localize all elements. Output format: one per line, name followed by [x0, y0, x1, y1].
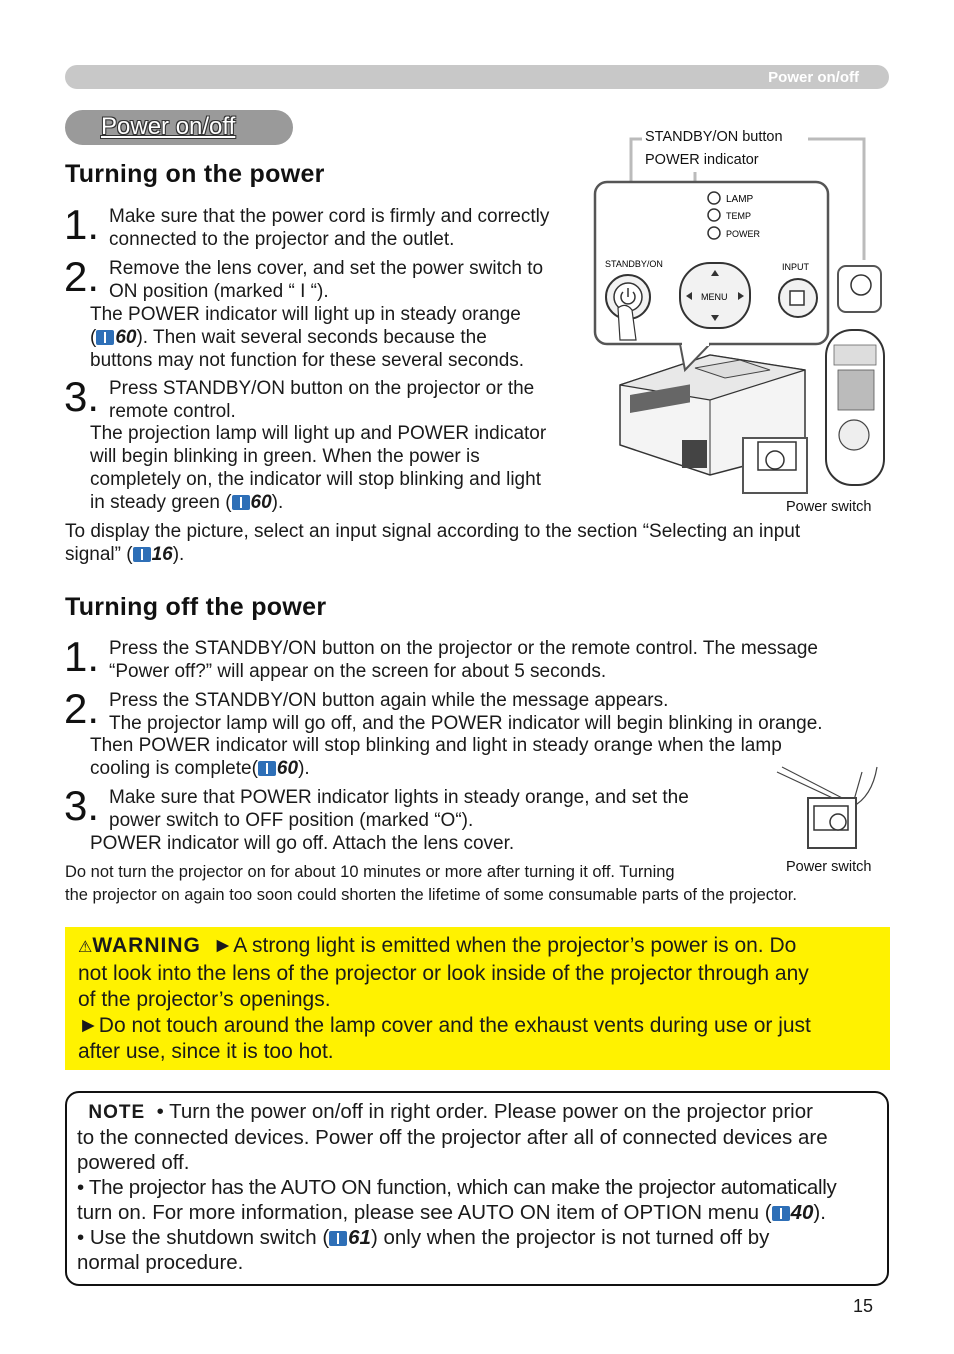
off-step3-line1: Make sure that POWER indicator lights in steady orange, and set the — [109, 787, 689, 808]
warning-line3: of the projector’s openings. — [78, 988, 331, 1011]
power-indicator-icon — [708, 227, 720, 239]
finger-icon — [830, 814, 846, 830]
on-step3-detail — [90, 422, 546, 514]
book-icon — [329, 1231, 347, 1246]
lamp-label: LAMP — [726, 194, 754, 205]
running-header-title: Power on/off — [768, 69, 859, 86]
note-line3: powered off. — [77, 1151, 190, 1174]
off-step2-number: 2. — [64, 685, 100, 732]
page-ref-link[interactable]: 16 — [151, 544, 173, 565]
note-line1: NOTE • Turn the power on/off in right order. Please power on the projector prior — [88, 1100, 813, 1123]
warning-line4: ►Do not touch around the lamp cover and the exhaust vents during use or just — [78, 1014, 811, 1037]
on-step2-detail — [90, 303, 524, 372]
on-step2-line4: ( 60). Then wait several seconds because the — [90, 327, 487, 348]
section-title: Power on/off — [101, 113, 236, 140]
book-icon — [232, 495, 250, 510]
para-line2: signal” ( 16). — [65, 544, 185, 565]
caution-line2: the projector on again too soon could shorten the lifetime of some consumable parts of the projector. — [65, 886, 797, 904]
page-ref-link[interactable]: 60 — [250, 492, 272, 513]
power-switch-label: Power switch — [786, 499, 872, 515]
book-icon — [96, 330, 114, 345]
on-step3-line6: in steady green ( 60). — [90, 492, 284, 513]
warning-line5: after use, since it is too hot. — [78, 1040, 334, 1063]
power-label: POWER — [726, 229, 761, 239]
warning-label: WARNING — [92, 934, 201, 957]
on-step2-line1: Remove the lens cover, and set the power switch to — [109, 258, 544, 279]
off-step3-detail: POWER indicator will go off. Attach the lens cover. — [90, 833, 515, 854]
page-ref-link[interactable]: 60 — [276, 758, 299, 779]
off-step2-line2: The projector lamp will go off, and the POWER indicator will begin blinking in orange. — [109, 713, 823, 734]
on-step3-text — [109, 377, 534, 423]
off-step3-text — [109, 786, 689, 832]
temp-indicator-icon — [708, 209, 720, 221]
note-line5: turn on. For more information, please see AUTO ON item of OPTION menu ( 40). — [77, 1201, 826, 1224]
turning-on-heading: Turning on the power — [65, 160, 325, 188]
warning-text — [78, 933, 878, 1065]
off-step2-line1: Press the STANDBY/ON button again while the message appears. — [109, 690, 669, 711]
on-step3-line3: The projection lamp will light up and POWER indicator — [90, 423, 547, 444]
standby-label: STANDBY/ON — [605, 259, 663, 269]
on-step1-number: 1. — [64, 201, 100, 248]
note-label: NOTE — [88, 1102, 146, 1123]
section-title-pill — [65, 110, 293, 145]
on-step3-line2: remote control. — [109, 401, 236, 422]
page-ref-link[interactable]: 60 — [115, 327, 137, 348]
off-step1-number: 1. — [64, 633, 100, 680]
on-step3-number: 3. — [64, 373, 100, 420]
note-line4: • The projector has the AUTO ON function, which can make the projector automatically — [77, 1176, 837, 1199]
off-step1-line2: “Power off?” will appear on the screen for about 5 seconds. — [109, 661, 607, 682]
on-step3-line5: completely on, the indicator will stop blinking and light — [90, 469, 541, 490]
projector-illustration — [590, 120, 890, 520]
para-line1: To display the picture, select an input signal according to the section “Selecting an input — [65, 521, 801, 542]
on-step1-line1: Make sure that the power cord is firmly and correctly — [109, 206, 550, 227]
on-step2-line2: ON position (marked “ I “). — [109, 281, 329, 302]
note-text — [77, 1099, 882, 1275]
off-step2-line4: cooling is complete( 60). — [90, 758, 310, 779]
turning-off-heading: Turning off the power — [65, 593, 327, 621]
page-ref-link[interactable]: 40 — [790, 1201, 814, 1224]
note-line2: to the connected devices. Power off the projector after all of connected devices are — [77, 1126, 828, 1149]
off-step1-text — [109, 637, 818, 683]
input-label: INPUT — [782, 262, 809, 272]
menu-label: MENU — [701, 292, 728, 302]
on-step2-number: 2. — [64, 253, 100, 300]
off-step3-number: 3. — [64, 782, 100, 829]
off-step2-text — [109, 689, 823, 735]
page-ref-link[interactable]: 61 — [348, 1226, 371, 1249]
on-step2-text — [109, 257, 543, 303]
off-step1-line1: Press the STANDBY/ON button on the projector or the remote control. The message — [109, 638, 818, 659]
power-switch-illustration — [772, 762, 882, 854]
temp-label: TEMP — [726, 211, 752, 221]
input-signal-paragraph — [65, 520, 800, 566]
power-indicator-label: POWER indicator — [645, 152, 759, 168]
running-header-bar — [65, 65, 889, 89]
page-number: 15 — [853, 1296, 874, 1316]
warning-box — [65, 927, 890, 1070]
on-step1-text — [109, 205, 549, 251]
book-icon — [133, 547, 151, 562]
caution-line1: Do not turn the projector on for about 10 minutes or more after turning it off. Turning — [65, 863, 675, 881]
power-switch-label-2: Power switch — [786, 859, 872, 875]
warning-line1: ⚠WARNING ►A strong light is emitted when the projector’s power is on. Do — [78, 934, 797, 957]
book-icon — [772, 1206, 790, 1221]
warning-triangle-icon: ⚠ — [78, 939, 93, 956]
note-box — [65, 1091, 889, 1286]
warning-line2: not look into the lens of the projector or look inside of the projector through any — [78, 962, 809, 985]
on-step2-line5: buttons may not function for these several seconds. — [90, 350, 525, 371]
on-step3-line4: will begin blinking in green. When the power is — [90, 446, 480, 467]
lamp-indicator-icon — [708, 192, 720, 204]
on-step3-line1: Press STANDBY/ON button on the projector or the — [109, 378, 535, 399]
book-icon — [258, 761, 276, 776]
note-line7: normal procedure. — [77, 1251, 244, 1274]
note-line6: • Use the shutdown switch ( 61) only when the projector is not turned off by — [77, 1226, 770, 1249]
off-step3-line2: power switch to OFF position (marked “O“). — [109, 810, 474, 831]
on-step1-line2: connected to the projector and the outlet. — [109, 229, 455, 250]
off-step2-line3: Then POWER indicator will stop blinking and light in steady orange when the lamp — [90, 735, 782, 756]
standby-button-label: STANDBY/ON button — [645, 129, 783, 145]
caution-text — [65, 861, 797, 907]
on-step2-line3: The POWER indicator will light up in steady orange — [90, 304, 521, 325]
off-step2-detail — [90, 734, 782, 780]
